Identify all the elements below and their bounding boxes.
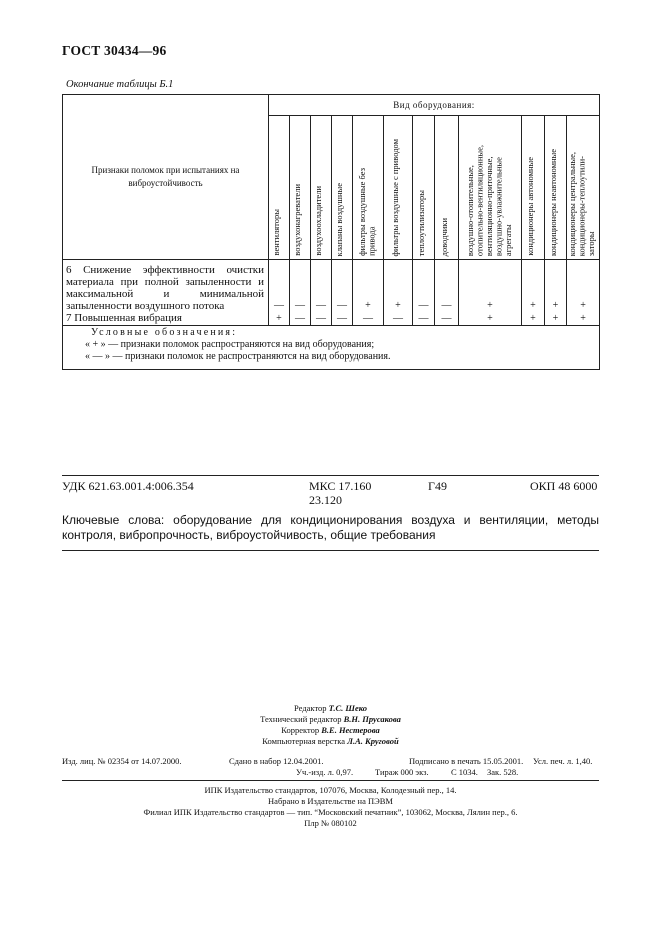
- mark-cell: +: [384, 260, 413, 313]
- mark-cell: —: [413, 312, 435, 326]
- feature-cell: 7 Повышенная вибрация: [63, 312, 269, 326]
- mark-cell: +: [567, 260, 600, 313]
- column-header: доводчики: [435, 116, 459, 260]
- divider: [62, 475, 599, 476]
- copies: Тираж 000 экз.: [375, 767, 429, 777]
- mark-cell: —: [269, 260, 290, 313]
- mark-cell: +: [522, 260, 545, 313]
- pub-sheets: Уч.-изд. л. 0,97.: [296, 767, 354, 777]
- column-header: кондиционеры автономные: [522, 116, 545, 260]
- mark-cell: +: [567, 312, 600, 326]
- mark-cell: —: [332, 312, 353, 326]
- mark-cell: —: [413, 260, 435, 313]
- column-header: воздухонагреватели: [290, 116, 311, 260]
- branch-line: Филиал ИПК Издательство стандартов — тип. “Московский печатник”, 103062, Москва, Лялин пер., 6.: [143, 807, 518, 817]
- equipment-group-header: Вид оборудования:: [269, 95, 600, 116]
- mark-cell: +: [522, 312, 545, 326]
- feature-column-header: Признаки поломок при испытаниях на виброустойчивость: [63, 95, 269, 260]
- table-row: [63, 312, 600, 326]
- mark-cell: —: [353, 312, 384, 326]
- equipment-table: [62, 94, 600, 370]
- mark-cell: —: [290, 312, 311, 326]
- print-date: Подписано в печать 15.05.2001.: [409, 756, 524, 766]
- table-caption: Окончание таблицы Б.1: [66, 79, 174, 90]
- corrector-line: Корректор В.Е. Нестерова: [281, 725, 380, 735]
- column-header: фильтры воздушные с приводом: [384, 116, 413, 260]
- mark-cell: +: [353, 260, 384, 313]
- mark-cell: +: [269, 312, 290, 326]
- mks-code-2: 23.120: [309, 493, 342, 507]
- mark-cell: +: [459, 260, 522, 313]
- mark-cell: —: [332, 260, 353, 313]
- license: Изд. лиц. № 02354 от 14.07.2000.: [62, 756, 182, 766]
- set-date: Сдано в набор 12.04.2001.: [229, 756, 324, 766]
- layout-line: Компьютерная верстка Л.А. Круговой: [262, 736, 399, 746]
- column-header: вентиляторы: [269, 116, 290, 260]
- mark-cell: —: [435, 312, 459, 326]
- publisher-line: ИПК Издательство стандартов, 107076, Москва, Колодезный пер., 14.: [204, 785, 457, 795]
- column-header: клапаны воздушные: [332, 116, 353, 260]
- document-code: ГОСТ 30434—96: [62, 43, 167, 58]
- column-header: кондиционеры неавтономные: [545, 116, 567, 260]
- typeset-line: Набрано в Издательстве на ПЭВМ: [268, 796, 393, 806]
- legend-title: Условные обозначения:: [91, 327, 238, 338]
- column-header: воздушно-отопительные, отопительно-вентиляционные, вентиляционно-приточные, воздушно-увлажнительные агрегаты: [459, 116, 522, 260]
- tech-editor-line: Технический редактор В.Н. Прусакова: [260, 714, 401, 724]
- mark-cell: +: [459, 312, 522, 326]
- mark-cell: —: [311, 260, 332, 313]
- column-header: воздухоохладители: [311, 116, 332, 260]
- column-header: фильтры воздушные без привода: [353, 116, 384, 260]
- mark-cell: —: [435, 260, 459, 313]
- column-header: кондиционеры центральные, кондиционеры-теплоутили- заторы: [567, 116, 600, 260]
- udk-code: УДК 621.63.001.4:006.354: [62, 479, 194, 493]
- column-header: теплоутилизаторы: [413, 116, 435, 260]
- divider: [62, 550, 599, 551]
- editor-line: Редактор Т.С. Шеко: [294, 703, 367, 713]
- legend-plus: « + » — признаки поломок распространяются на вид оборудования;: [85, 339, 375, 350]
- legend-minus: « — » — признаки поломок не распространяются на вид оборудования.: [85, 351, 391, 362]
- mks-code: МКС 17.160: [309, 479, 372, 493]
- mark-cell: +: [545, 260, 567, 313]
- print-sheets: Усл. печ. л. 1,40.: [533, 756, 593, 766]
- mark-cell: —: [290, 260, 311, 313]
- c-number: С 1034.: [451, 767, 478, 777]
- okp-code: ОКП 48 6000: [530, 479, 598, 493]
- legend: [63, 326, 600, 370]
- mark-cell: —: [384, 312, 413, 326]
- feature-cell: 6 Снижение эффективности очистки материала при полной запыленности и максимальной и минимальной запыленности воздушного потока: [63, 260, 269, 313]
- mark-cell: +: [545, 312, 567, 326]
- table-row: [63, 260, 600, 313]
- mark-cell: —: [311, 312, 332, 326]
- order-number: Зак. 528.: [487, 767, 519, 777]
- keywords: Ключевые слова: оборудование для кондиционирования воздуха и вентиляции, методы контроля, вибропрочность, виброустойчивость, общие требования: [62, 513, 599, 542]
- group-code: Г49: [428, 479, 447, 493]
- divider: [62, 780, 599, 781]
- plr-line: Плр № 080102: [304, 818, 357, 828]
